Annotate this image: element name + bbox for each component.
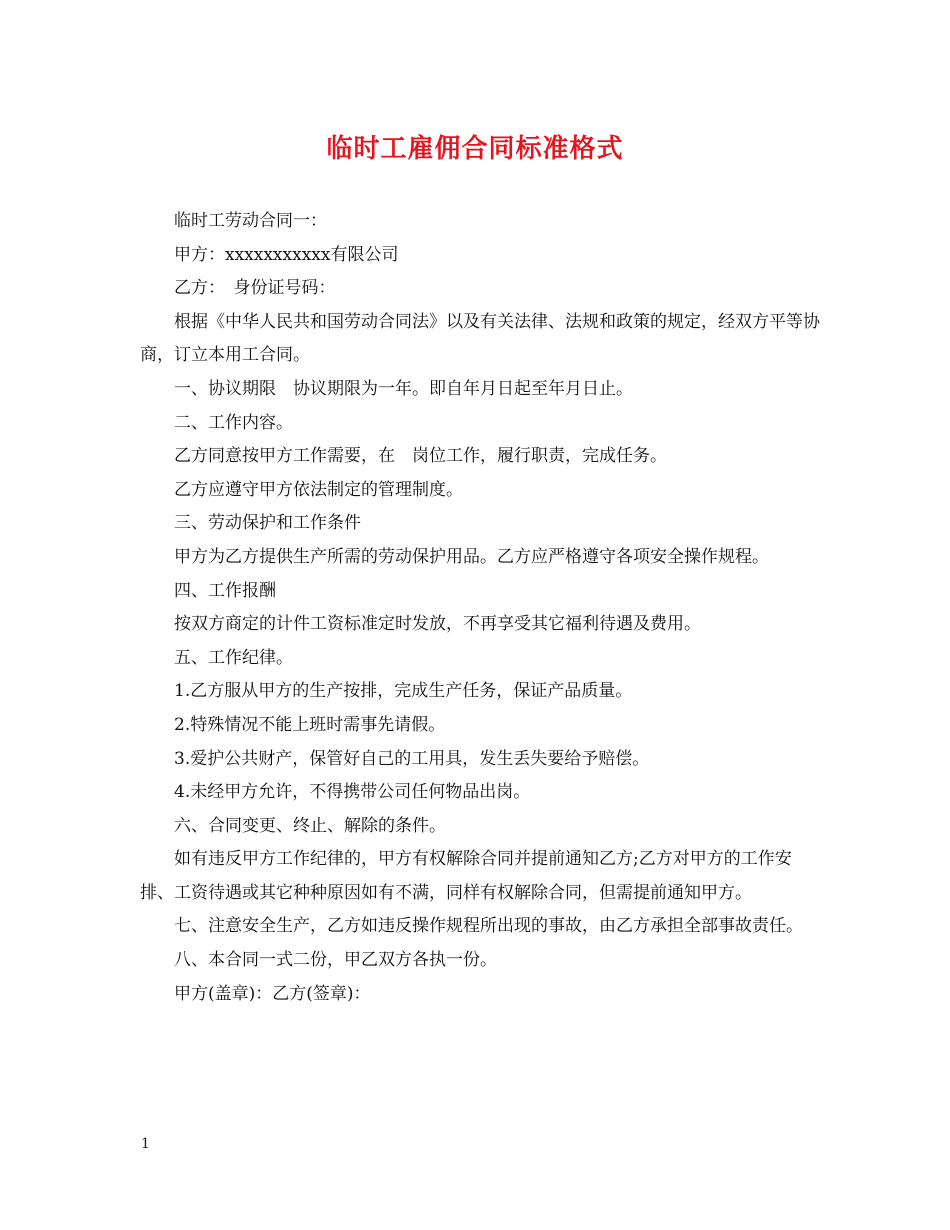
paragraph-discipline-3: 3.爱护公共财产，保管好自己的工用具，发生丢失要给予赔偿。 — [174, 748, 650, 769]
document-title: 临时工雇佣合同标准格式 — [326, 134, 624, 164]
paragraph-section-5: 五、工作纪律。 — [174, 647, 293, 668]
paragraph-protection: 甲方为乙方提供生产所需的劳动保护用品。乙方应严格遵守各项安全操作规程。 — [174, 546, 769, 567]
paragraph-section-2: 二、工作内容。 — [174, 412, 293, 433]
paragraph-section-3: 三、劳动保护和工作条件 — [174, 513, 361, 534]
paragraph-section-4: 四、工作报酬 — [174, 580, 276, 601]
paragraph-duties: 乙方同意按甲方工作需要，在 岗位工作，履行职责，完成任务。 — [174, 446, 667, 467]
paragraph-rules: 乙方应遵守甲方依法制定的管理制度。 — [174, 479, 463, 500]
paragraph-discipline-4: 4.未经甲方允许，不得携带公司任何物品出岗。 — [174, 782, 531, 803]
paragraph-discipline-2: 2.特殊情况不能上班时需事先请假。 — [174, 714, 446, 735]
paragraph-pay: 按双方商定的计件工资标准定时发放，不再享受其它福利待遇及费用。 — [174, 614, 701, 635]
paragraph-discipline-1: 1.乙方服从甲方的生产按排，完成生产任务，保证产品质量。 — [174, 681, 633, 702]
paragraph-contract-heading: 临时工劳动合同一： — [174, 211, 327, 231]
document-body — [140, 205, 825, 1011]
paragraph-section-6: 六、合同变更、终止、解除的条件。 — [174, 815, 446, 836]
paragraph-signatures: 甲方(盖章)：乙方(签章)： — [174, 983, 371, 1004]
paragraph-party-b: 乙方： 身份证号码： — [174, 278, 336, 299]
paragraph-preamble: 根据《中华人民共和国劳动合同法》以及有关法律、法规和政策的规定，经双方平等协商，订立本用工合同。 — [140, 311, 820, 366]
paragraph-party-a: 甲方：xxxxxxxxxxx有限公司 — [174, 244, 399, 265]
page-number: 1 — [141, 1136, 150, 1152]
paragraph-safety: 七、注意安全生产，乙方如违反操作规程所出现的事故，由乙方承担全部事故责任。 — [174, 916, 803, 937]
paragraph-termination: 如有违反甲方工作纪律的，甲方有权解除合同并提前通知乙方;乙方对甲方的工作安排、工资待遇或其它种种原因如有不满，同样有权解除合同，但需提前通知甲方。 — [140, 849, 792, 903]
paragraph-term: 一、协议期限 协议期限为一年。即自年月日起至年月日止。 — [174, 378, 633, 399]
paragraph-copies: 八、本合同一式二份，甲乙双方各执一份。 — [174, 950, 497, 971]
